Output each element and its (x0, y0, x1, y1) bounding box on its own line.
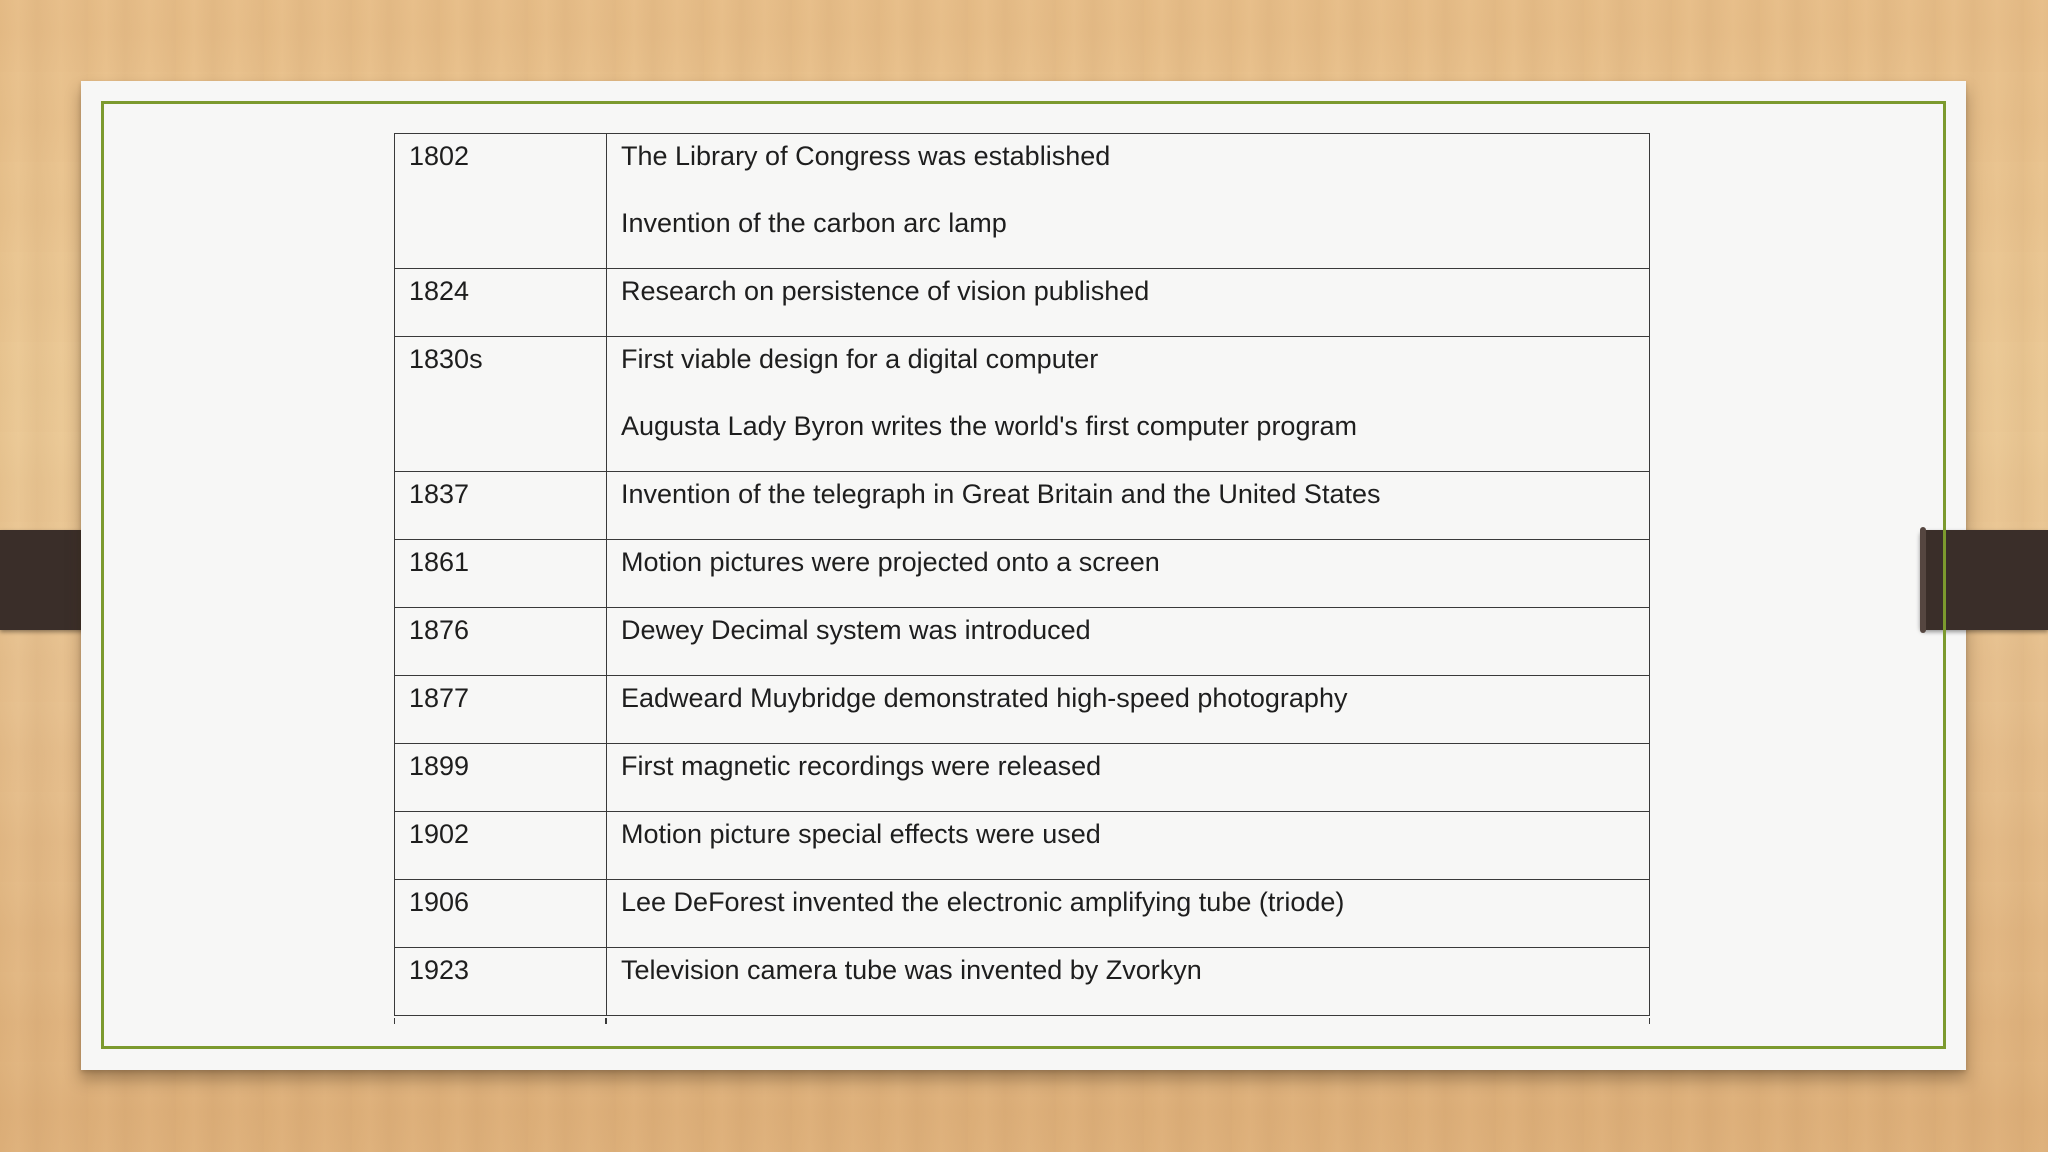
event-text: Motion picture special effects were used (621, 819, 1101, 849)
event-cell (607, 948, 1650, 1016)
event-cell (607, 134, 1650, 269)
event-text: Motion pictures were projected onto a screen (621, 547, 1160, 577)
year-cell: 1861 (395, 540, 607, 608)
event-text: First viable design for a digital computer (621, 344, 1099, 374)
year-cell: 1837 (395, 472, 607, 540)
year-cell: 1802 (395, 134, 607, 269)
table-row (395, 812, 1650, 880)
table-row (395, 676, 1650, 744)
year-cell: 1902 (395, 812, 607, 880)
event-text: Lee DeForest invented the electronic amplifying tube (triode) (621, 887, 1345, 917)
table-row (395, 540, 1650, 608)
event-cell (607, 608, 1650, 676)
event-text: The Library of Congress was established (621, 141, 1111, 171)
year-cell: 1876 (395, 608, 607, 676)
year-cell: 1824 (395, 269, 607, 337)
event-cell (607, 540, 1650, 608)
table-row (395, 880, 1650, 948)
event-text: Eadweard Muybridge demonstrated high-speed photography (621, 683, 1348, 713)
event-cell (607, 744, 1650, 812)
event-text: Augusta Lady Byron writes the world's first computer program (621, 411, 1357, 441)
year-cell: 1877 (395, 676, 607, 744)
event-cell (607, 812, 1650, 880)
year-cell: 1906 (395, 880, 607, 948)
table-row (395, 472, 1650, 540)
event-cell (607, 337, 1650, 472)
event-text: First magnetic recordings were released (621, 751, 1102, 781)
year-cell: 1923 (395, 948, 607, 1016)
table-row (395, 337, 1650, 472)
event-cell (607, 676, 1650, 744)
table-continuation (394, 1018, 1650, 1024)
table-row (395, 134, 1650, 269)
event-text: Research on persistence of vision published (621, 276, 1150, 306)
event-text: Television camera tube was invented by Zvorkyn (621, 955, 1202, 985)
table-row (395, 744, 1650, 812)
event-text: Dewey Decimal system was introduced (621, 615, 1091, 645)
year-cell: 1830s (395, 337, 607, 472)
table-row (395, 269, 1650, 337)
event-text: Invention of the telegraph in Great Britain and the United States (621, 479, 1381, 509)
year-cell: 1899 (395, 744, 607, 812)
event-cell (607, 269, 1650, 337)
table-row (395, 948, 1650, 1016)
event-cell (607, 472, 1650, 540)
event-text: Invention of the carbon arc lamp (621, 208, 1007, 238)
table-row (395, 608, 1650, 676)
timeline-table (394, 133, 1650, 1016)
event-cell (607, 880, 1650, 948)
